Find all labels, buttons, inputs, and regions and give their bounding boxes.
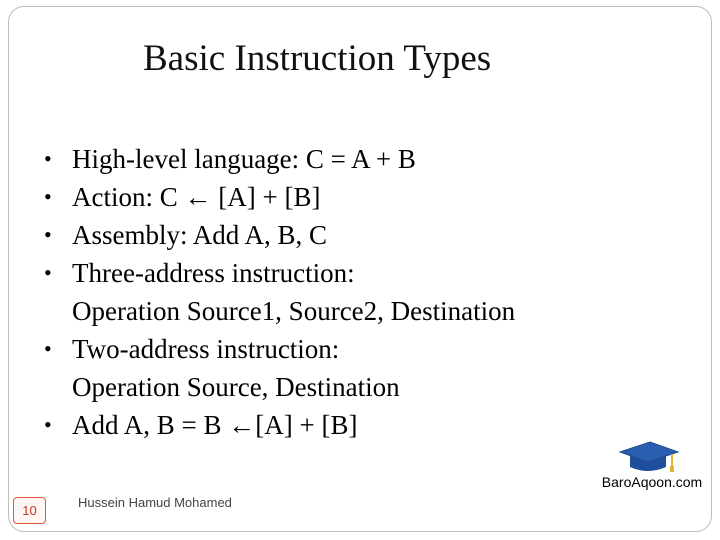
bullet-text: Action: C ← [A] + [B]	[72, 182, 321, 212]
bullet-list	[44, 140, 694, 444]
bullet-item	[44, 254, 694, 330]
bullet-text: Add A, B = B ←[A] + [B]	[72, 410, 358, 440]
bullet-text: Two-address instruction:	[72, 334, 340, 364]
bullet-text: High-level language: C = A + B	[72, 144, 416, 174]
bullet-item	[44, 140, 694, 178]
footer-author: Hussein Hamud Mohamed	[78, 495, 232, 510]
graduation-cap-icon	[616, 440, 680, 476]
bullet-dot: •	[44, 412, 52, 437]
bullet-text: Assembly: Add A, B, C	[72, 220, 328, 250]
bullet-item	[44, 330, 694, 406]
bullet-dot: •	[44, 184, 52, 209]
bullet-dot: •	[44, 146, 52, 171]
bullet-item	[44, 178, 694, 216]
bullet-item	[44, 216, 694, 254]
slide-number: 10	[13, 497, 46, 524]
bullet-dot: •	[44, 260, 52, 285]
bullet-text-continuation: Operation Source, Destination	[72, 372, 400, 402]
bullet-text-continuation: Operation Source1, Source2, Destination	[72, 296, 516, 326]
bullet-dot: •	[44, 222, 52, 247]
logo-text: BaroAqoon.com	[601, 474, 703, 490]
bullet-text: Three-address instruction:	[72, 258, 355, 288]
bullet-item	[44, 406, 694, 444]
slide-title: Basic Instruction Types	[143, 38, 492, 79]
site-logo	[590, 440, 718, 496]
bullet-dot: •	[44, 336, 52, 361]
